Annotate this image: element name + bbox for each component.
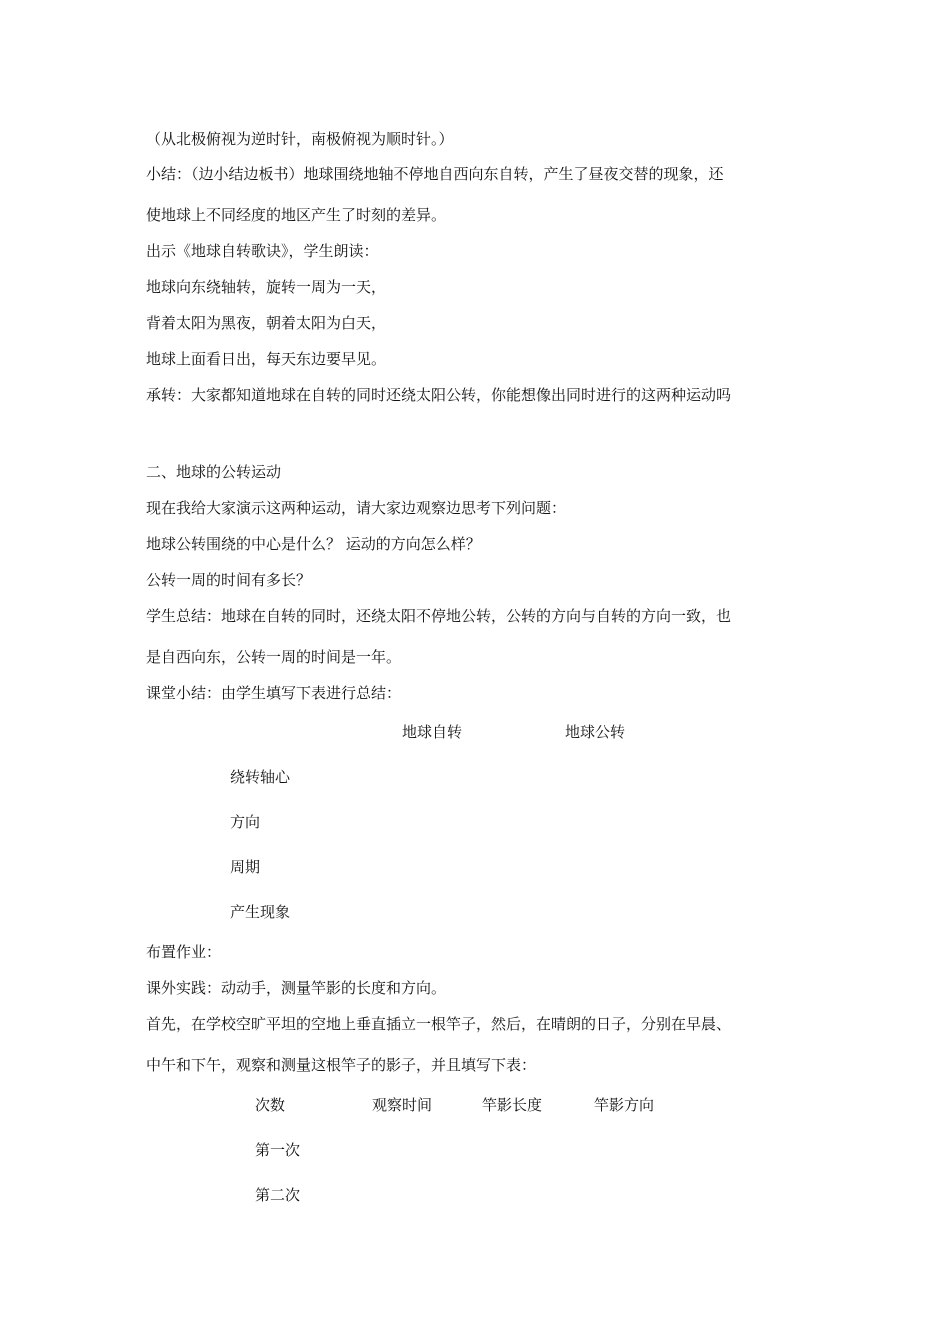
poem-line: 背着太阳为黑夜，朝着太阳为白天， xyxy=(146,314,387,332)
table-header: 竿影长度 xyxy=(482,1096,543,1114)
paragraph: 是自西向东，公转一周的时间是一年。 xyxy=(146,648,402,666)
paragraph: 课外实践：动动手，测量竿影的长度和方向。 xyxy=(146,979,447,997)
paragraph: 布置作业： xyxy=(146,943,222,961)
paragraph: 地球公转围绕的中心是什么？ 运动的方向怎么样？ xyxy=(146,535,481,553)
table-header: 地球公转 xyxy=(565,723,626,741)
paragraph: （从北极俯视为逆时针，南极俯视为顺时针。） xyxy=(146,130,454,148)
paragraph: 公转一周的时间有多长？ xyxy=(146,571,312,589)
paragraph: 小结：（边小结边板书）地球围绕地轴不停地自西向东自转，产生了昼夜交替的现象，还 xyxy=(146,165,724,183)
paragraph: 出示《地球自转歌诀》，学生朗读： xyxy=(146,242,379,260)
poem-line: 地球上面看日出，每天东边要早见。 xyxy=(146,350,387,368)
paragraph: 现在我给大家演示这两种运动，请大家边观察边思考下列问题： xyxy=(146,499,567,517)
paragraph: 学生总结：地球在自转的同时，还绕太阳不停地公转，公转的方向与自转的方向一致，也 xyxy=(146,607,732,625)
paragraph: 中午和下午，观察和测量这根竿子的影子，并且填写下表： xyxy=(146,1056,537,1074)
table-row-label: 周期 xyxy=(230,858,261,876)
paragraph: 承转：大家都知道地球在自转的同时还绕太阳公转，你能想像出同时进行的这两种运动吗 xyxy=(146,386,732,404)
poem-line: 地球向东绕轴转，旋转一周为一天， xyxy=(146,278,387,296)
section-heading: 二、地球的公转运动 xyxy=(146,463,282,481)
table-header: 次数 xyxy=(255,1096,286,1114)
table-row-label: 第二次 xyxy=(255,1186,301,1204)
paragraph: 使地球上不同经度的地区产生了时刻的差异。 xyxy=(146,206,447,224)
table-row-label: 产生现象 xyxy=(230,903,291,921)
table-header: 竿影方向 xyxy=(594,1096,655,1114)
paragraph: 课堂小结：由学生填写下表进行总结： xyxy=(146,684,402,702)
paragraph: 首先，在学校空旷平坦的空地上垂直插立一根竿子，然后，在晴朗的日子，分别在早晨、 xyxy=(146,1015,732,1033)
table-header: 观察时间 xyxy=(372,1096,433,1114)
table-row-label: 第一次 xyxy=(255,1141,301,1159)
table-header: 地球自转 xyxy=(402,723,463,741)
table-row-label: 绕转轴心 xyxy=(230,768,291,786)
table-row-label: 方向 xyxy=(230,813,261,831)
